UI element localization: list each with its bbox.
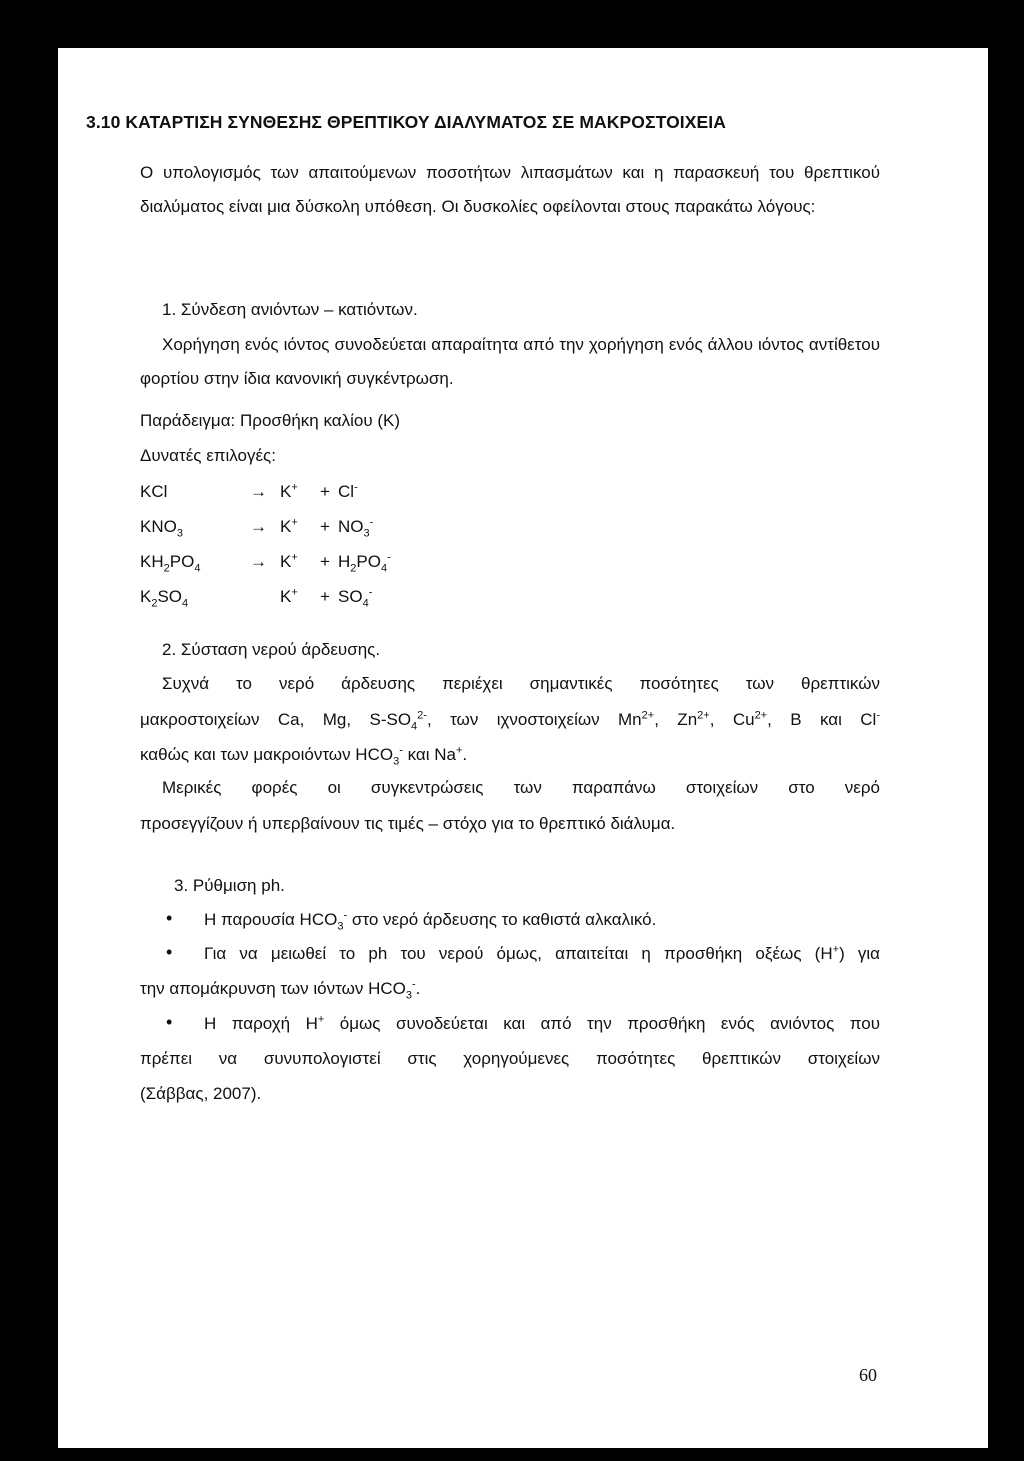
bullet-icon: • (166, 1012, 173, 1032)
example-label: Παράδειγμα: Προσθήκη καλίου (K) (140, 411, 401, 430)
salt-formula: KH (140, 552, 164, 571)
item2-line-1: Συχνά το νερό άρδευσης περιέχει σημαντικές ποσότητες των θρεπτικών (162, 674, 880, 693)
document-page (58, 48, 988, 1448)
salt-formula: KCl (140, 482, 168, 501)
anion: NO (338, 517, 364, 536)
salt-formula: K (140, 587, 152, 606)
anion: SO (338, 587, 363, 606)
bullet-icon: • (166, 908, 173, 928)
salt-formula: KNO (140, 517, 177, 536)
section-heading: 3.10 ΚΑΤΑΡΤΙΣΗ ΣΥΝΘΕΣΗΣ ΘΡΕΠΤΙΚΟΥ ΔΙΑΛΥΜΑΤΟΣ ΣΕ ΜΑΚΡΟΣΤΟΙΧΕΙΑ (86, 112, 727, 132)
intro-paragraph: Ο υπολογισμός των απαιτούμενων ποσοτήτων λιπασμάτων και η παρασκευή του θρεπτικού διαλύματος είναι μια δύσκολη υπόθεση. Οι δυσκολίες οφείλονται στους παρακάτω λόγους: (140, 163, 880, 216)
bullet-2-line-1: Για να μειωθεί το ph του νερού όμως, απαιτείται η προσθήκη οξέως (H+) για (204, 943, 880, 963)
plus-sign: + (320, 587, 330, 606)
anion: H (338, 552, 351, 571)
cation: K (280, 587, 292, 606)
item2-line-4: Μερικές φορές οι συγκεντρώσεις των παραπάνω στοιχείων στο νερό (162, 778, 880, 797)
item2-title: 2. Σύσταση νερού άρδευσης. (162, 640, 381, 659)
page-number: 60 (859, 1365, 877, 1385)
bullet-3-line-2: πρέπει να συνυπολογιστεί στις χορηγούμενες ποσότητες θρεπτικών στοιχείων (140, 1049, 880, 1068)
options-label: Δυνατές επιλογές: (140, 446, 276, 465)
formula-row: $KH_2PO_4 \to K^+ + H_2PO_4^-$ (140, 551, 391, 575)
plus-sign: + (320, 517, 330, 536)
bullet-2-line-2: την απομάκρυνση των ιόντων $HCO_3^-$. (140, 978, 421, 1002)
item3-title: 3. Ρύθμιση ph. (174, 876, 285, 895)
formula-row: KCl → K+ + Cl- (140, 481, 358, 501)
item2-line-2: μακροστοιχείων Ca, Mg, $S-SO_4^{2-}$, των ιχνοστοιχείων $Mn^{2+}$, $Zn^{2+}$, $Cu^{2+}$, B και Cl- (140, 709, 880, 733)
cation: K (280, 517, 292, 536)
cation: K (280, 552, 292, 571)
cation: K (280, 482, 292, 501)
arrow-icon: → (250, 482, 267, 501)
formula-row: $K_2SO_4$ $K^+ + SO_4^-$ (140, 586, 373, 610)
bullet-3-line-1: Η παροχή H+ όμως συνοδεύεται και από την προσθήκη ενός ανιόντος που (204, 1013, 880, 1033)
plus-sign: + (320, 482, 330, 501)
item1-title: 1. Σύνδεση ανιόντων – κατιόντων. (162, 300, 418, 319)
arrow-icon: → (250, 552, 267, 571)
bullet-icon: • (166, 942, 173, 962)
arrow-icon: → (250, 517, 267, 536)
formula-row: $KNO_3 \to K^+ + NO_3^-$ (140, 516, 374, 540)
bullet-3-line-3: (Σάββας, 2007). (140, 1084, 262, 1103)
item1-text: Χορήγηση ενός ιόντος συνοδεύεται απαραίτητα από την χορήγηση ενός άλλου ιόντος αντίθετου φορτίου στην ίδια κανονική συγκέντρωση. (140, 335, 880, 388)
item2-line-5: προσεγγίζουν ή υπερβαίνουν τις τιμές – στόχο για το θρεπτικό διάλυμα. (140, 814, 676, 833)
item2-line-3: καθώς και των μακροιόντων $HCO_3^-$ και Na+. (140, 744, 468, 768)
plus-sign: + (320, 552, 330, 571)
bullet-1-text: Η παρουσία $HCO_3^-$ στο νερό άρδευσης το καθιστά αλκαλικό. (204, 909, 657, 933)
anion: Cl (338, 482, 355, 501)
